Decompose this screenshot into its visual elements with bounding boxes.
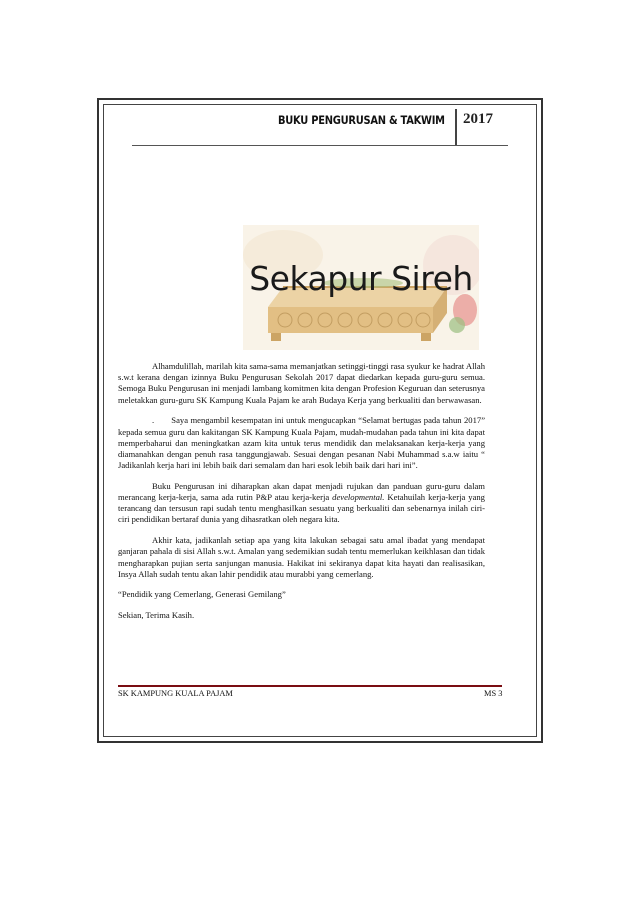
footer-rule [118,685,502,687]
header-rule [132,145,508,146]
paragraph-3-part-a: Buku Pengurusan ini diharapkan akan dapat menjadi rujukan dan panduan guru-guru dalam merancang kerja-kerja, sama ada rutin P&P atau kerja-kerja [118,480,485,503]
paragraph-3-emphasis: developmental. [332,492,385,503]
page-header [248,109,506,145]
closing-line: Sekian, Terima Kasih. [118,609,195,620]
header-title: BUKU PENGURUSAN & TAKWIM [278,113,445,127]
hero-title: Sekapur Sireh [249,259,473,298]
paragraph-1: Alhamdulillah, marilah kita sama-sama memanjatkan setinggi-tinggi rasa syukur ke hadrat Allah s.w.t kerana dengan izinnya Buku Pengurusan Sekolah 2017 dapat diedarkan kepada guru-guru semua. Semoga Buku Pengurusan ini menjadi lambang komitmen kita dengan Profesion Keguruan dan seterusnya meletakkan guru-guru SK Kampung Kuala Pajam ke arah Budaya Kerja yang berkualiti dan berwawasan. [118,361,485,405]
paragraph-2: . Saya mengambil kesempatan ini untuk mengucapkan “Selamat bertugas pada tahun 2017” kepada semua guru dan kakitangan SK Kampung Kuala Pajam, mudah-mudahan pada tahun ini kita dapat memperbaharui dan meningkatkan azam kita untuk terus mendidik dan melaksanakan kerja-kerja yang diamanahkan dengan penuh rasa tanggungjawab. Sesuai dengan pesanan Nabi Muhammad s.a.w iaitu “ Jadikanlah kerja hari ini lebih baik dari semalam dan hari esok lebih baik dari hari ini”. [118,415,486,471]
paragraph-3-part-b: Ketahuilah kerja-kerja yang terancang dan tersusun rapi sudah tentu menghasilkan sesuatu yang berkualiti dan sebenarnya inilah ciri-ciri pendidikan bertaraf dunia yang dihasratkan oleh negara kita. [118,492,485,525]
paragraph-3 [118,481,485,526]
motto-quote: “Pendidik yang Cemerlang, Generasi Gemilang” [118,589,286,600]
hero-section [243,225,479,350]
footer-page-number: MS 3 [484,689,503,698]
header-divider [455,109,457,145]
paragraph-4: Akhir kata, jadikanlah setiap apa yang kita lakukan sebagai satu amal ibadat yang mendapat ganjaran pahala di sisi Allah s.w.t. Amalan yang sedemikian sudah tentu memerlukan keikhlasan dan tidak mengharapkan pujian serta sanjungan manusia. Hakikat ini sekiranya dapat kita hayati dan realisasikan, Insya Allah sudah tentu akan lahir pendidik atau murabbi yang cemerlang. [118,535,485,579]
paragraph-2-text: Saya mengambil kesempatan ini untuk mengucapkan “Selamat bertugas pada tahun 2017” kepada semua guru dan kakitangan SK Kampung Kuala Pajam, mudah-mudahan pada tahun ini kita dapat memperbaharui dan meningkatkan azam kita untuk terus mendidik dan melaksanakan kerja-kerja yang diamanahkan dengan penuh rasa tanggungjawab. Sesuai dengan pesanan Nabi Muhammad s.a.w iaitu “ Jadikanlah kerja hari ini lebih baik dari semalam dan hari esok lebih baik dari hari ini”. [118,415,486,471]
body-text [118,361,485,621]
header-year: 2017 [463,111,493,127]
footer-school-name: SK KAMPUNG KUALA PAJAM [118,689,233,698]
